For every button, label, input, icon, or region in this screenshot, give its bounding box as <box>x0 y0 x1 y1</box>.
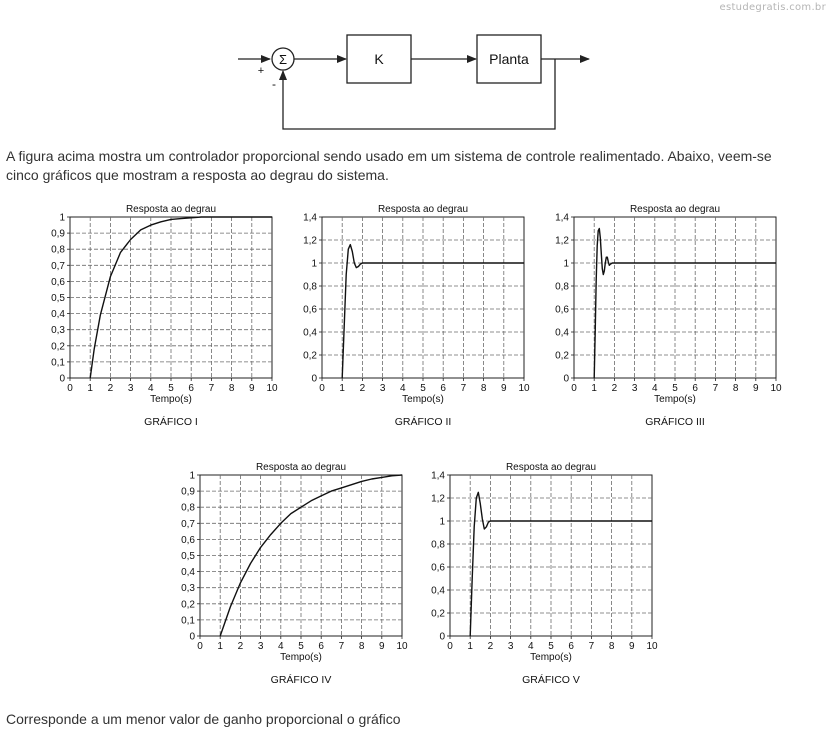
x-tick-label: 9 <box>629 641 635 652</box>
x-tick-label: 6 <box>188 383 194 394</box>
chart-caption: GRÁFICO III <box>645 416 705 428</box>
x-tick-label: 2 <box>107 383 114 394</box>
y-tick-label: 1,4 <box>555 212 569 224</box>
x-tick-label: 9 <box>249 383 255 394</box>
y-tick-label: 1,4 <box>431 470 445 482</box>
x-tick-label: 7 <box>338 641 345 652</box>
y-tick-label: 0,5 <box>51 293 65 304</box>
y-tick-label: 0,8 <box>555 281 569 293</box>
x-tick-label: 8 <box>608 641 615 652</box>
x-tick-label: 7 <box>460 383 467 394</box>
x-tick-label: 5 <box>420 383 426 394</box>
x-tick-label: 6 <box>568 641 574 652</box>
y-tick-label: 0 <box>563 373 569 385</box>
y-tick-label: 0,6 <box>555 304 569 316</box>
chart-grafico-1 <box>40 200 290 432</box>
x-tick-label: 8 <box>732 383 739 394</box>
x-tick-label: 2 <box>611 383 618 394</box>
y-tick-label: 0,6 <box>303 304 317 316</box>
x-tick-label: 8 <box>480 383 487 394</box>
x-tick-label: 1 <box>87 383 93 394</box>
x-tick-label: 1 <box>339 383 345 394</box>
x-tick-label: 10 <box>646 641 658 652</box>
x-axis-label: Tempo(s) <box>150 394 192 405</box>
y-tick-label: 0,8 <box>51 244 65 256</box>
y-tick-label: 0,1 <box>51 357 65 369</box>
x-tick-label: 6 <box>440 383 446 394</box>
y-tick-label: 0,9 <box>181 486 195 498</box>
x-tick-label: 10 <box>518 383 530 394</box>
y-tick-label: 0,2 <box>303 350 317 362</box>
x-tick-label: 5 <box>298 641 304 652</box>
y-tick-label: 0 <box>311 373 317 385</box>
x-tick-label: 5 <box>548 641 554 652</box>
chart-grafico-3 <box>544 200 794 432</box>
chart-caption: GRÁFICO II <box>394 416 452 428</box>
x-tick-label: 9 <box>753 383 759 394</box>
x-tick-label: 0 <box>447 641 453 652</box>
sum-symbol: Σ <box>278 52 288 67</box>
x-tick-label: 5 <box>672 383 678 394</box>
x-tick-label: 4 <box>400 383 406 394</box>
x-tick-label: 0 <box>197 641 203 652</box>
x-tick-label: 5 <box>168 383 174 394</box>
x-tick-label: 10 <box>770 383 782 394</box>
chart-caption: GRÁFICO I <box>144 416 198 428</box>
minus-sign: - <box>272 77 276 91</box>
y-tick-label: 0,4 <box>555 327 569 339</box>
y-tick-label: 1,2 <box>431 493 445 505</box>
y-tick-label: 0,8 <box>181 502 195 514</box>
y-tick-label: 0,6 <box>181 534 195 546</box>
y-tick-label: 0,2 <box>555 350 569 362</box>
chart-title: Resposta ao degrau <box>125 204 217 215</box>
x-tick-label: 7 <box>208 383 215 394</box>
y-tick-label: 1 <box>311 258 317 270</box>
chart-grafico-2 <box>292 200 542 432</box>
y-tick-label: 0 <box>189 631 195 643</box>
chart-title: Resposta ao degrau <box>377 204 469 215</box>
x-tick-label: 1 <box>217 641 223 652</box>
controller-label: K <box>374 51 384 67</box>
y-tick-label: 0,3 <box>51 325 65 337</box>
chart-caption: GRÁFICO IV <box>270 674 332 686</box>
chart-caption: GRÁFICO V <box>522 674 580 686</box>
y-tick-label: 0,2 <box>431 608 445 620</box>
chart-title: Resposta ao degrau <box>505 462 597 473</box>
x-tick-label: 3 <box>257 641 264 652</box>
chart-grafico-4 <box>170 458 420 690</box>
y-tick-label: 0 <box>59 373 65 385</box>
y-tick-label: 0,7 <box>181 518 195 530</box>
y-tick-label: 0 <box>439 631 445 643</box>
y-tick-label: 1 <box>563 258 569 270</box>
x-tick-label: 6 <box>318 641 324 652</box>
x-tick-label: 0 <box>571 383 577 394</box>
chart-grafico-5 <box>420 458 670 690</box>
block-diagram <box>0 0 832 135</box>
x-tick-label: 9 <box>379 641 385 652</box>
x-tick-label: 4 <box>148 383 154 394</box>
x-tick-label: 3 <box>507 641 514 652</box>
y-tick-label: 0,4 <box>181 567 195 579</box>
y-tick-label: 0,4 <box>51 309 65 321</box>
x-axis-label: Tempo(s) <box>402 394 444 405</box>
chart-title: Resposta ao degrau <box>629 204 721 215</box>
y-tick-label: 0,4 <box>431 585 445 597</box>
y-tick-label: 0,4 <box>303 327 317 339</box>
watermark: estudegratis.com.br <box>719 2 826 13</box>
x-tick-label: 6 <box>692 383 698 394</box>
plant-label: Planta <box>489 51 529 67</box>
plus-sign: + <box>257 65 265 77</box>
y-tick-label: 0,1 <box>181 615 195 627</box>
y-tick-label: 0,8 <box>431 539 445 551</box>
y-tick-label: 0,2 <box>51 341 65 353</box>
x-tick-label: 7 <box>588 641 595 652</box>
x-tick-label: 3 <box>379 383 386 394</box>
x-tick-label: 0 <box>319 383 325 394</box>
x-axis-label: Tempo(s) <box>654 394 696 405</box>
y-tick-label: 0,6 <box>431 562 445 574</box>
x-tick-label: 3 <box>127 383 134 394</box>
description-line-2: cinco gráficos que mostram a resposta ao degrau do sistema. <box>6 167 389 183</box>
y-tick-label: 1 <box>439 516 445 528</box>
x-tick-label: 7 <box>712 383 719 394</box>
x-tick-label: 4 <box>652 383 658 394</box>
question-text: Corresponde a um menor valor de ganho proporcional o gráfico <box>6 711 401 727</box>
x-tick-label: 4 <box>278 641 284 652</box>
x-axis-label: Tempo(s) <box>280 652 322 663</box>
y-tick-label: 0,8 <box>303 281 317 293</box>
x-tick-label: 10 <box>266 383 278 394</box>
x-tick-label: 2 <box>237 641 244 652</box>
x-tick-label: 2 <box>359 383 366 394</box>
x-tick-label: 0 <box>67 383 73 394</box>
y-tick-label: 1 <box>189 470 195 482</box>
x-tick-label: 2 <box>487 641 494 652</box>
y-tick-label: 0,6 <box>51 276 65 288</box>
y-tick-label: 1,2 <box>555 235 569 247</box>
y-tick-label: 0,5 <box>181 551 195 562</box>
x-tick-label: 8 <box>358 641 365 652</box>
x-tick-label: 3 <box>631 383 638 394</box>
y-tick-label: 0,3 <box>181 583 195 595</box>
x-axis-label: Tempo(s) <box>530 652 572 663</box>
y-tick-label: 0,9 <box>51 228 65 240</box>
x-tick-label: 4 <box>528 641 534 652</box>
x-tick-label: 1 <box>591 383 597 394</box>
description-line-1: A figura acima mostra um controlador proporcional sendo usado em um sistema de controle realimentado. Abaixo, veem-se <box>6 148 772 164</box>
y-tick-label: 1 <box>59 212 65 224</box>
chart-title: Resposta ao degrau <box>255 462 347 473</box>
y-tick-label: 0,2 <box>181 599 195 611</box>
y-tick-label: 1,2 <box>303 235 317 247</box>
x-tick-label: 10 <box>396 641 408 652</box>
x-tick-label: 1 <box>467 641 473 652</box>
y-tick-label: 0,7 <box>51 260 65 272</box>
x-tick-label: 9 <box>501 383 507 394</box>
x-tick-label: 8 <box>228 383 235 394</box>
y-tick-label: 1,4 <box>303 212 317 224</box>
